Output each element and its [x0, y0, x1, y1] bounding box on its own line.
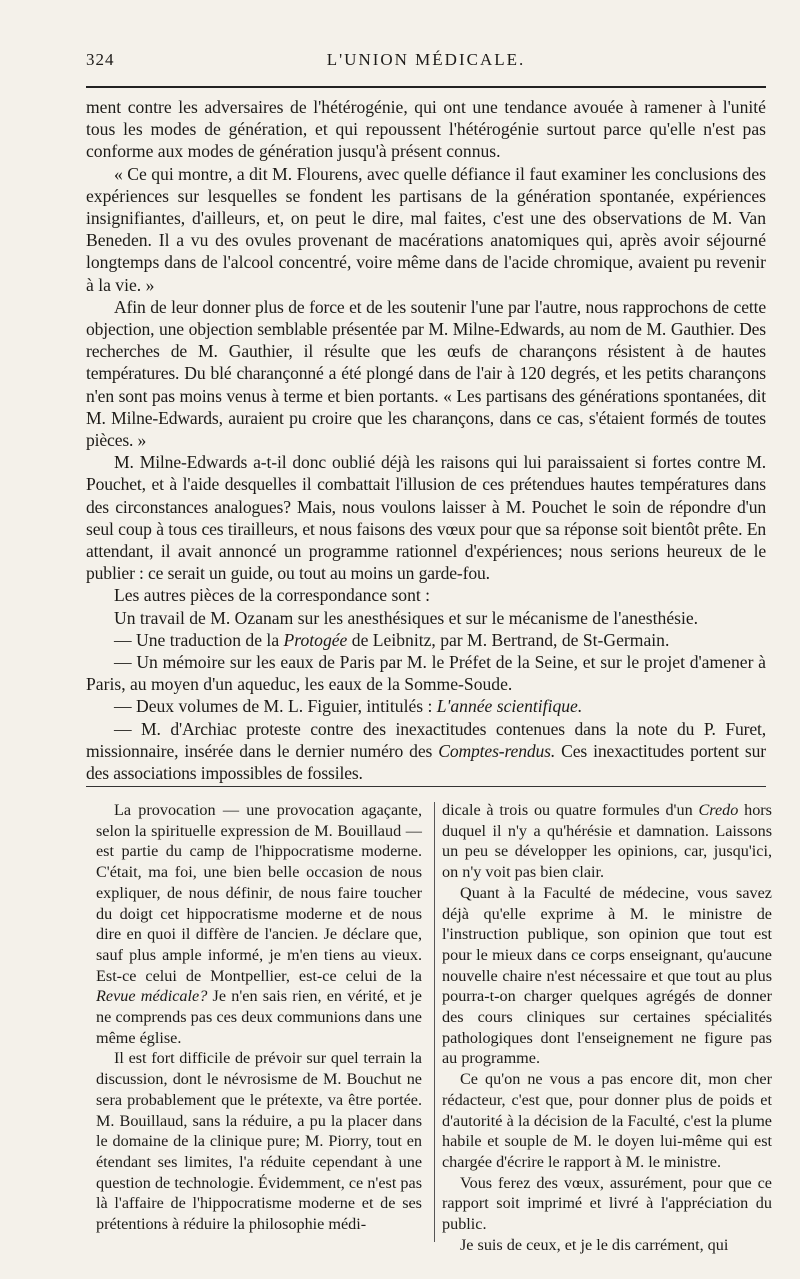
paragraph	[442, 800, 772, 883]
paragraph	[86, 695, 766, 717]
paragraph: Ce qu'on ne vous a pas encore dit, mon cher rédacteur, c'est que, pour donner plus de poids et d'autorité à la décision de la Faculté, c'est la plume habile et souple de M. le doyen lui-même qui est chargée d'écrire le rapport à M. le ministre.	[442, 1070, 772, 1171]
paragraph: ment contre les adversaires de l'hétérogénie, qui ont une tendance avouée à ramener à l'unité tous les modes de génération, et qui repoussent l'hétérogénie surtout parce qu'elle n'est pas conforme aux modes de génération jusqu'à présent connus.	[86, 97, 766, 162]
left-column	[96, 800, 422, 1235]
paragraph: Vous ferez des vœux, assurément, pour que ce rapport soit imprimé et livré à l'appréciation du public.	[442, 1173, 772, 1234]
text-run: de Leibnitz, par M. Bertrand, de St-Germain.	[347, 629, 670, 650]
paragraph	[86, 629, 766, 651]
page-header	[86, 50, 766, 78]
header-rule	[86, 86, 766, 88]
page-number: 324	[86, 50, 115, 69]
running-title: L'UNION MÉDICALE.	[326, 50, 526, 69]
paragraph: Un travail de M. Ozanam sur les anesthésiques et sur le mécanisme de l'anesthésie.	[114, 607, 699, 628]
paragraph: Les autres pièces de la correspondance sont :	[114, 585, 431, 606]
feuilleton-columns	[96, 800, 772, 1260]
section-rule	[86, 786, 766, 787]
text-run: — Une traduction de la	[114, 629, 284, 650]
italic-title: Credo	[698, 801, 739, 819]
paragraph: — Un mémoire sur les eaux de Paris par M. le Préfet de la Seine, et sur le projet d'amener à Paris, au moyen d'un aqueduc, les eaux de la Somme-Soude.	[86, 652, 766, 695]
paragraph: Je suis de ceux, et je le dis carrément, qui	[460, 1235, 729, 1254]
italic-title: Revue médicale?	[96, 987, 208, 1006]
paragraph: M. Milne-Edwards a-t-il donc oublié déjà les raisons qui lui paraissaient si fortes contre M. Pouchet, et à l'aide desquelles il combattait l'illusion de ces prétendues hautes températures dans des circonstances analogues? Mais, nous voulons laisser à M. Pouchet le soin de répondre d'un seul coup à tous ces tirailleurs, et nous faisons des vœux pour que sa réponse soit bientôt prête. En attendant, il avait annoncé un programme rationnel d'expériences; nous serions heureux de le publier : ce serait un guide, ou tout au moins un garde-fou.	[86, 452, 766, 584]
text-run: dicale à trois ou quatre formules d'un	[442, 801, 699, 819]
main-text	[86, 96, 766, 784]
text-run: hors duquel il n'y a qu'hérésie et damnation. Laissons un peu se développer les opinions, car, jusqu'ici, on n'y voit pas bien clair.	[442, 801, 772, 882]
paragraph: Afin de leur donner plus de force et de les soutenir l'une par l'autre, nous rapprochons de cette objection, une objection semblable présentée par M. Milne-Edwards, au nom de M. Gauthier. Des recherches de M. Gauthier, il résulte que les œufs de charançons résistent à de hautes températures. Du blé charançonné a été plongé dans de l'air à 120 degrés, et les petits charançons n'en sont pas moins venus à terme et bien portants. « Les partisans des générations spontanées, dit M. Milne-Edwards, auraient pu croire que les charançons, dans ce cas, s'étaient formés de toutes pièces. »	[86, 296, 766, 451]
italic-title: L'année scientifique.	[436, 696, 583, 717]
text-run: Ces inexactitudes portent sur des associations impossibles de fossiles.	[86, 740, 766, 784]
paragraph	[96, 800, 422, 1048]
text-run: Je n'en sais rien, en vérité, et je ne comprends pas ces deux communions dans une même église.	[96, 987, 422, 1047]
text-run: — Deux volumes de M. L. Figuier, intitulés :	[114, 696, 437, 717]
column-divider	[434, 802, 435, 1242]
right-column	[442, 800, 772, 1255]
paragraph: Quant à la Faculté de médecine, vous savez déjà qu'elle exprime à M. le ministre de l'instruction publique, son opinion que tout est pour le mieux dans ce corps enseignant, qu'aucune nouvelle chaire n'est nécessaire et que tout au plus pourra-t-on charger quelques agrégés de donner des cours cliniques sur certaines spécialités pathologiques dont l'enseignement ne figure pas au programme.	[442, 883, 772, 1068]
paragraph	[86, 718, 766, 785]
italic-title: Protogée	[283, 629, 348, 650]
paragraph: Il est fort difficile de prévoir sur quel terrain la discussion, dont le névrosisme de M. Bouchut ne sera probablement que le prétexte, va être portée. M. Bouillaud, sans la réduire, a pu la placer dans le domaine de la clinique pure; M. Piorry, tout en étendant ses limites, l'a réduite cependant à une question de technologie. Évidemment, ce n'est pas là l'affaire de l'hippocratisme moderne et de ses prétentions à réduire la philosophie médi-	[96, 1049, 422, 1234]
text-run: — M. d'Archiac proteste contre des inexactitudes contenues dans la note du P. Furet, missionnaire, insérée dans le dernier numéro des	[86, 718, 766, 761]
text-run: La provocation — une provocation agaçante, selon la spirituelle expression de M. Bouillaud — est partie du camp de l'hippocratisme moderne. C'était, ma foi, une bien belle occasion de nous expliquer, de nous définir, de nous faire toucher du doigt cet hippocratisme moderne et de nous dire en quoi il diffère de l'ancien. Je déclare que, sauf plus ample informé, je m'en tiens au vieux. Est-ce celui de Montpellier, est-ce celui de la	[96, 801, 422, 985]
paragraph: « Ce qui montre, a dit M. Flourens, avec quelle défiance il faut examiner les conclusions des expériences sur lesquelles se fondent les partisans de la génération spontanée, expériences insignifiantes, d'ailleurs, et, on peut le dire, mal faites, c'est une des observations de M. Van Beneden. Il a vu des ovules provenant de macérations anatomiques qui, après avoir séjourné longtemps dans de l'alcool concentré, voire même dans de l'acide chromique, avaient pu revenir à la vie. »	[86, 163, 766, 295]
italic-title: Comptes-rendus.	[438, 740, 556, 761]
